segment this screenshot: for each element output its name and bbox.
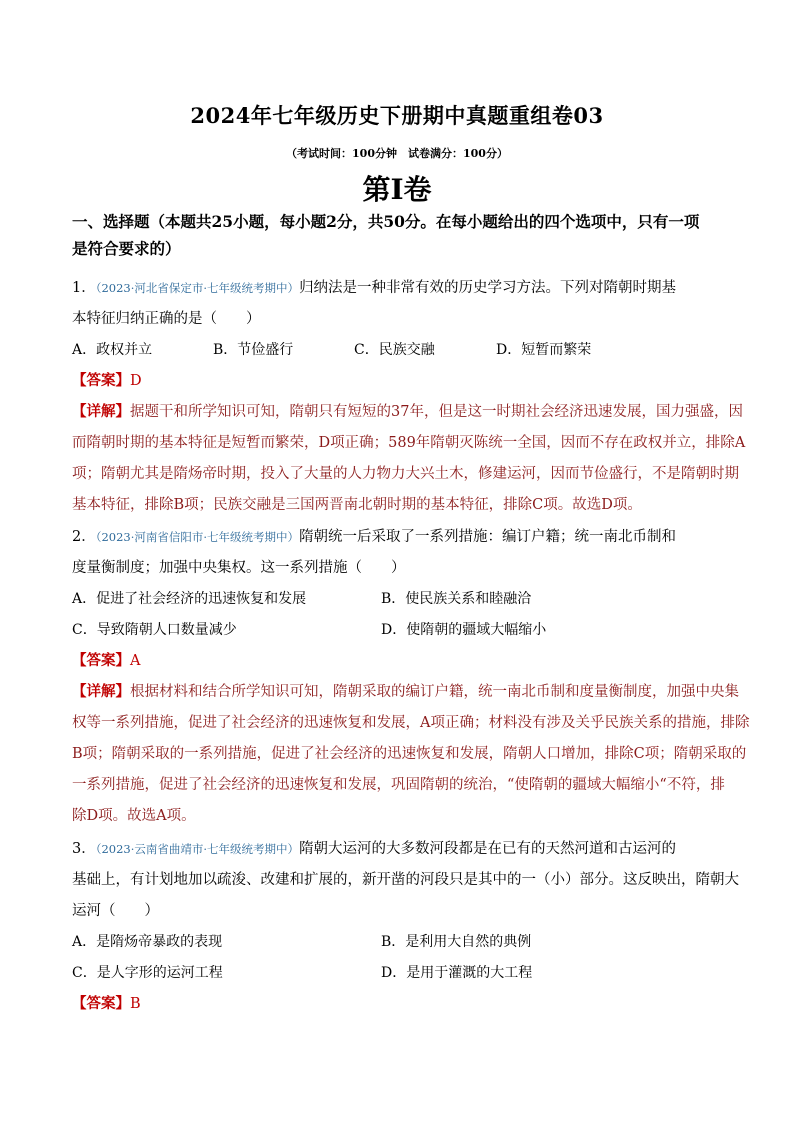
q1-detail-line1	[72, 402, 743, 422]
q2-option-d: D．使隋朝的疆域大幅缩小	[381, 622, 547, 638]
q3-option-c: C．是人字形的运河工程	[72, 965, 223, 981]
q2-answer	[72, 651, 140, 671]
detail-tag: 【详解】	[72, 683, 130, 700]
detail-tag: 【详解】	[72, 403, 130, 420]
question-source: （2023·河南省信阳市·七年级统考期中）	[95, 530, 300, 544]
q1-detail-line2: 而隋朝时期的基本特征是短暂而繁荣，D项正确；589年隋朝灭陈统一全国，因而不存在政权并立，排除A	[72, 435, 746, 451]
question-2-stem-line1	[72, 527, 732, 547]
answer-value: B	[130, 996, 141, 1012]
q1-option-d: D．短暂而繁荣	[496, 342, 592, 358]
question-number: 1．	[72, 280, 96, 296]
q2-detail-line2: 权等一系列措施，促进了社会经济的迅速恢复和发展，A项正确；材料没有涉及关乎民族关系的措施，排除	[72, 715, 750, 731]
q2-detail-line1	[72, 682, 739, 702]
question-stem: 隋朝统一后采取了一系列措施：编订户籍；统一南北币制和	[299, 529, 677, 545]
q2-detail-line5: 除D项。故选A项。	[72, 808, 196, 824]
q2-option-b: B．使民族关系和睦融洽	[381, 591, 532, 607]
detail-text: 根据材料和结合所学知识可知，隋朝采取的编订户籍，统一南北币制和度量衡制度，加强中央集	[130, 684, 739, 700]
question-3-stem-line1	[72, 839, 732, 859]
question-number: 3．	[72, 841, 96, 857]
q1-option-b: B．节俭盛行	[213, 342, 294, 358]
question-3-stem-line2: 基础上，有计划地加以疏浚、改建和扩展的，新开凿的河段只是其中的一（小）部分。这反映出，隋朝大	[72, 872, 739, 888]
question-1-stem-line1	[72, 278, 732, 298]
section-heading-line2: 是符合要求的）	[72, 239, 181, 258]
q1-detail-line3: 项；隋朝尤其是隋炀帝时期，投入了大量的人力物力大兴土木，修建运河，因而节俭盛行，不是隋朝时期	[72, 466, 739, 482]
q1-option-c: C．民族交融	[354, 342, 435, 358]
question-number: 2．	[72, 529, 96, 545]
q1-answer	[72, 371, 142, 391]
question-3-stem-line3: 运河（ ）	[72, 903, 159, 919]
q3-answer	[72, 994, 141, 1014]
page-title: 2024年七年级历史下册期中真题重组卷03	[190, 103, 604, 128]
q1-detail-line4: 基本特征，排除B项；民族交融是三国两晋南北朝时期的基本特征，排除C项。故选D项。	[72, 497, 642, 513]
section-heading-line1: 一、选择题（本题共25小题，每小题2分，共50分。在每小题给出的四个选项中，只有一项	[72, 212, 700, 231]
answer-value: D	[130, 373, 142, 389]
answer-tag: 【答案】	[72, 995, 130, 1012]
answer-value: A	[130, 653, 141, 669]
q2-option-a: A．促进了社会经济的迅速恢复和发展	[72, 591, 307, 607]
question-source: （2023·云南省曲靖市·七年级统考期中）	[95, 842, 300, 856]
q2-detail-line4: 一系列措施，促进了社会经济的迅速恢复和发展，巩固隋朝的统治，“使隋朝的疆域大幅缩小“不符，排	[72, 777, 725, 793]
volume-heading: 第Ⅰ卷	[362, 173, 432, 206]
question-source: （2023·河北省保定市·七年级统考期中）	[95, 281, 300, 295]
q1-option-a: A．政权并立	[72, 342, 153, 358]
question-1-stem-line2: 本特征归纳正确的是（ ）	[72, 311, 261, 327]
q3-option-a: A．是隋炀帝暴政的表现	[72, 934, 223, 950]
q3-option-b: B．是利用大自然的典例	[381, 934, 532, 950]
detail-text: 据题干和所学知识可知，隋朝只有短短的37年，但是这一时期社会经济迅速发展，国力强盛，因	[130, 404, 743, 420]
q3-option-d: D．是用于灌溉的大工程	[381, 965, 533, 981]
exam-info: （考试时间：100分钟 试卷满分：100分）	[286, 147, 508, 160]
q2-option-c: C．导致隋朝人口数量减少	[72, 622, 237, 638]
section-heading	[72, 208, 732, 262]
question-2-stem-line2: 度量衡制度；加强中央集权。这一系列措施（ ）	[72, 560, 406, 576]
answer-tag: 【答案】	[72, 652, 130, 669]
answer-tag: 【答案】	[72, 372, 130, 389]
question-stem: 归纳法是一种非常有效的历史学习方法。下列对隋朝时期基	[299, 280, 677, 296]
q2-detail-line3: B项；隋朝采取的一系列措施，促进了社会经济的迅速恢复和发展，隋朝人口增加，排除C项；隋朝采取的	[72, 746, 747, 762]
question-stem: 隋朝大运河的大多数河段都是在已有的天然河道和古运河的	[299, 841, 677, 857]
